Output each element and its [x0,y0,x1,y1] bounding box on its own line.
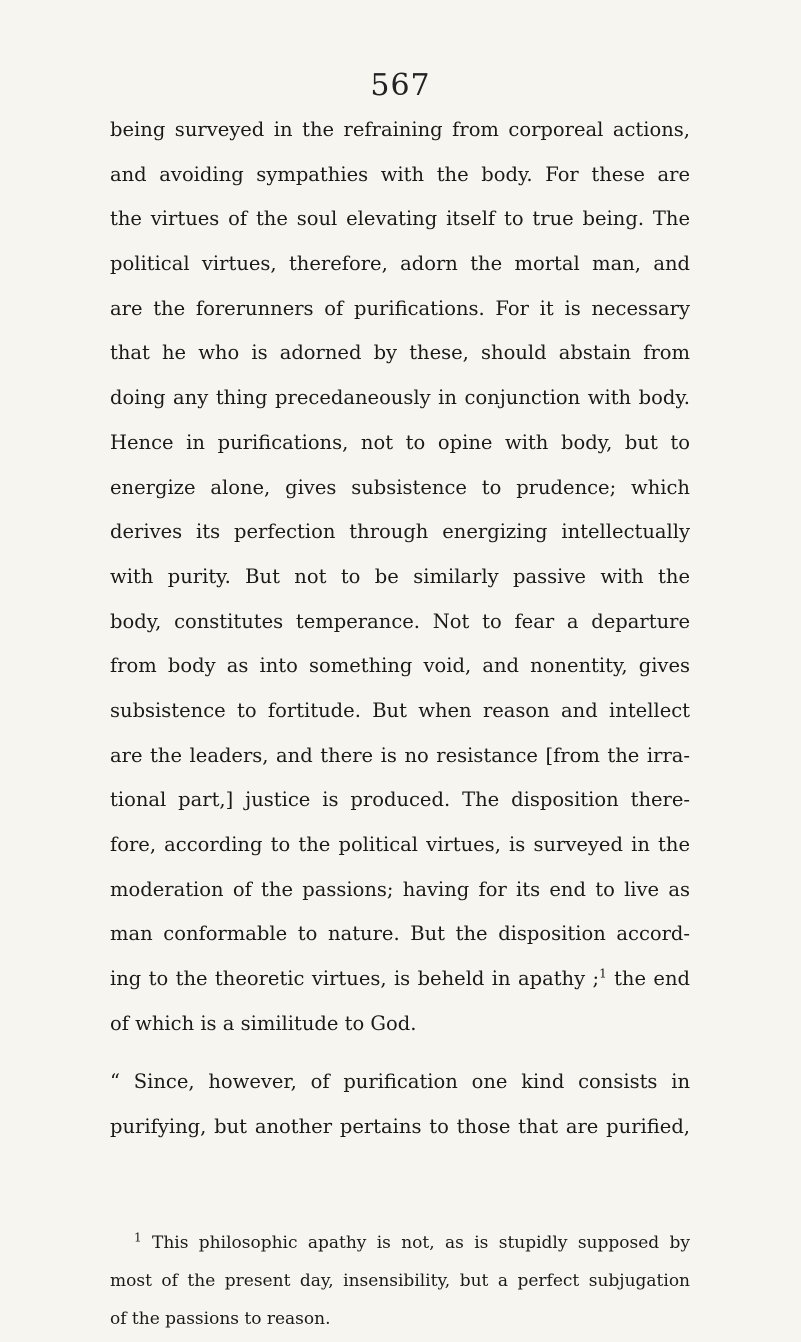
text-line: tional part,] justice is produced. The disposition there- [110,788,690,812]
footnote-reference[interactable]: 1 [599,966,607,981]
text-line: with purity. But not to be similarly passive with the [110,564,690,588]
text-line: subsistence to fortitude. But when reason and intellect [110,698,690,722]
text-segment: ing to the theoretic virtues, is beheld in apathy ; [110,967,600,991]
text-line: derives its perfection through energizing intellectually [110,520,690,544]
text-line: the virtues of the soul elevating itself to true being. The [110,207,690,231]
text-line: are the forerunners of purifications. For it is necessary [110,296,690,320]
footnote-section [110,1224,690,1338]
paragraph-1 [110,108,690,1046]
text-segment: the end [606,967,690,991]
text-line: fore, according to the political virtues, is surveyed in the [110,833,690,856]
page-number: 567 [370,68,431,103]
paragraph-2 [110,1060,690,1149]
footnote-line: most of the present day, insensibility, but a perfect subjugation [110,1271,690,1291]
footnote-line: of the passions to reason. [110,1309,331,1329]
footnote-text: This philosophic apathy is not, as is stupidly supposed by [152,1233,691,1253]
footnote-line [110,1224,690,1262]
text-line: from body as into something void, and nonentity, gives [110,654,690,678]
main-text [110,108,690,1150]
text-line: are the leaders, and there is no resistance [from the irra- [110,743,690,767]
text-line: moderation of the passions; having for its end to live as [110,877,690,901]
text-line: of which is a similitude to God. [110,1011,417,1035]
text-line: political virtues, therefore, adorn the mortal man, and [110,252,690,276]
text-line-with-footnote-ref [110,957,690,1002]
text-line: that he who is adorned by these, should abstain from [110,341,690,365]
text-line: and avoiding sympathies with the body. For these are [110,162,690,186]
paragraph-spacer [110,1046,690,1060]
footnote-mark: 1 [134,1230,142,1245]
text-line: being surveyed in the refraining from corporeal actions, [110,118,690,141]
text-line: “ Since, however, of purification one kind consists in [110,1070,690,1094]
text-line: Hence in purifications, not to opine with body, but to [110,430,690,454]
text-line: purifying, but another pertains to those that are purified, [110,1115,690,1139]
text-line: energize alone, gives subsistence to prudence; which [110,475,690,499]
text-line: doing any thing precedaneously in conjunction with body. [110,386,690,410]
text-line: body, constitutes temperance. Not to fear a departure [110,609,690,633]
text-line: man conformable to nature. But the disposition accord- [110,922,690,946]
